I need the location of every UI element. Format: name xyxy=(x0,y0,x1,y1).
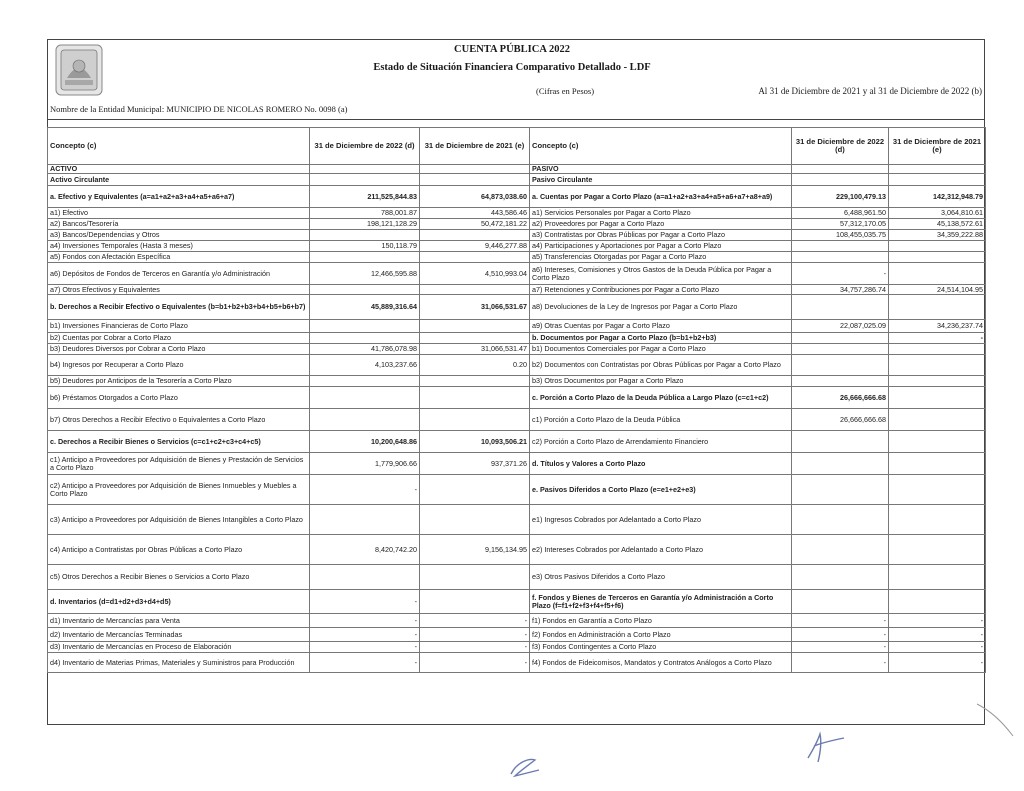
activo-2021-cell xyxy=(420,565,530,590)
activo-2022-cell xyxy=(310,409,420,431)
pasivo-2021-cell xyxy=(889,565,986,590)
table-row xyxy=(48,241,986,252)
activo-2022-cell: 1,779,906.66 xyxy=(310,453,420,475)
table-row xyxy=(48,230,986,241)
period-dates: Al 31 de Diciembre de 2021 y al 31 de Diciembre de 2022 (b) xyxy=(758,86,982,96)
activo-2022-cell xyxy=(310,565,420,590)
activo-concepto-cell: ACTIVO xyxy=(48,165,310,174)
table-row xyxy=(48,535,986,565)
activo-concepto-cell: d4) Inventario de Materias Primas, Materiales y Suministros para Producción xyxy=(48,653,310,673)
pasivo-2022-cell xyxy=(792,505,889,535)
activo-2021-cell: - xyxy=(420,614,530,628)
pasivo-2022-cell xyxy=(792,565,889,590)
pasivo-2022-cell xyxy=(792,590,889,614)
activo-2021-cell: - xyxy=(420,642,530,653)
pasivo-2021-cell xyxy=(889,355,986,376)
pasivo-concepto-cell: a2) Proveedores por Pagar a Corto Plazo xyxy=(530,219,792,230)
pasivo-2021-cell xyxy=(889,165,986,174)
activo-concepto-cell: a2) Bancos/Tesorería xyxy=(48,219,310,230)
table-row xyxy=(48,295,986,320)
activo-2021-cell: 443,586.46 xyxy=(420,208,530,219)
activo-2021-cell xyxy=(420,590,530,614)
pasivo-concepto-cell: a1) Servicios Personales por Pagar a Corto Plazo xyxy=(530,208,792,219)
table-row xyxy=(48,355,986,376)
pasivo-concepto-cell: c. Porción a Corto Plazo de la Deuda Pública a Largo Plazo (c=c1+c2) xyxy=(530,387,792,409)
activo-concepto-cell: a7) Otros Efectivos y Equivalentes xyxy=(48,285,310,295)
activo-concepto-cell: b3) Deudores Diversos por Cobrar a Corto Plazo xyxy=(48,344,310,355)
pasivo-2021-cell: - xyxy=(889,642,986,653)
pasivo-2022-cell: 108,455,035.75 xyxy=(792,230,889,241)
pasivo-2021-cell: 24,514,104.95 xyxy=(889,285,986,295)
activo-2021-cell: 4,510,993.04 xyxy=(420,263,530,285)
activo-2022-cell: - xyxy=(310,475,420,505)
activo-2022-cell xyxy=(310,174,420,186)
activo-2022-cell xyxy=(310,320,420,333)
activo-2022-cell xyxy=(310,252,420,263)
activo-2022-cell: 10,200,648.86 xyxy=(310,431,420,453)
pasivo-2022-cell xyxy=(792,174,889,186)
activo-2022-cell xyxy=(310,230,420,241)
cifras-note: (Cifras en Pesos) xyxy=(536,86,595,96)
table-row xyxy=(48,208,986,219)
header-2022-activo: 31 de Diciembre de 2022 (d) xyxy=(310,128,420,165)
pasivo-2021-cell xyxy=(889,376,986,387)
pasivo-2021-cell: 45,138,572.61 xyxy=(889,219,986,230)
activo-concepto-cell: a5) Fondos con Afectación Específica xyxy=(48,252,310,263)
activo-concepto-cell: d3) Inventario de Mercancías en Proceso de Elaboración xyxy=(48,642,310,653)
table-row xyxy=(48,387,986,409)
pasivo-concepto-cell: c2) Porción a Corto Plazo de Arrendamiento Financiero xyxy=(530,431,792,453)
activo-2022-cell: 788,001.87 xyxy=(310,208,420,219)
activo-2022-cell: 150,118.79 xyxy=(310,241,420,252)
activo-2021-cell xyxy=(420,387,530,409)
activo-2022-cell: 198,121,128.29 xyxy=(310,219,420,230)
activo-concepto-cell: b5) Deudores por Anticipos de la Tesorería a Corto Plazo xyxy=(48,376,310,387)
table-row xyxy=(48,186,986,208)
pasivo-2021-cell xyxy=(889,475,986,505)
activo-concepto-cell: d. Inventarios (d=d1+d2+d3+d4+d5) xyxy=(48,590,310,614)
activo-2022-cell: - xyxy=(310,642,420,653)
pasivo-2022-cell xyxy=(792,295,889,320)
table-row xyxy=(48,614,986,628)
pasivo-2022-cell: - xyxy=(792,642,889,653)
pasivo-2021-cell: 142,312,948.79 xyxy=(889,186,986,208)
pasivo-concepto-cell: b3) Otros Documentos por Pagar a Corto Plazo xyxy=(530,376,792,387)
activo-2021-cell: 937,371.26 xyxy=(420,453,530,475)
table-row xyxy=(48,174,986,186)
pasivo-2022-cell xyxy=(792,252,889,263)
activo-2021-cell: 0.20 xyxy=(420,355,530,376)
activo-2021-cell xyxy=(420,165,530,174)
table-row xyxy=(48,590,986,614)
table-row xyxy=(48,165,986,174)
activo-2021-cell xyxy=(420,409,530,431)
activo-concepto-cell: b1) Inversiones Financieras de Corto Plazo xyxy=(48,320,310,333)
activo-concepto-cell: a4) Inversiones Temporales (Hasta 3 meses) xyxy=(48,241,310,252)
pasivo-concepto-cell: PASIVO xyxy=(530,165,792,174)
activo-concepto-cell: a. Efectivo y Equivalentes (a=a1+a2+a3+a4+a5+a6+a7) xyxy=(48,186,310,208)
activo-2022-cell: 41,786,078.98 xyxy=(310,344,420,355)
activo-concepto-cell: a1) Efectivo xyxy=(48,208,310,219)
table-row xyxy=(48,653,986,673)
activo-2021-cell xyxy=(420,230,530,241)
pasivo-2021-cell xyxy=(889,535,986,565)
pasivo-2022-cell xyxy=(792,453,889,475)
pasivo-concepto-cell: f3) Fondos Contingentes a Corto Plazo xyxy=(530,642,792,653)
pasivo-concepto-cell: b. Documentos por Pagar a Corto Plazo (b=b1+b2+b3) xyxy=(530,333,792,344)
pasivo-2021-cell xyxy=(889,590,986,614)
pasivo-2021-cell: - xyxy=(889,653,986,673)
pasivo-2022-cell xyxy=(792,475,889,505)
pasivo-2021-cell xyxy=(889,387,986,409)
pasivo-2021-cell: 3,064,810.61 xyxy=(889,208,986,219)
activo-2021-cell: - xyxy=(420,628,530,642)
activo-2021-cell xyxy=(420,505,530,535)
table-row xyxy=(48,252,986,263)
activo-concepto-cell: b6) Préstamos Otorgados a Corto Plazo xyxy=(48,387,310,409)
activo-concepto-cell: c4) Anticipo a Contratistas por Obras Públicas a Corto Plazo xyxy=(48,535,310,565)
pasivo-2022-cell: - xyxy=(792,628,889,642)
activo-2022-cell: - xyxy=(310,653,420,673)
pasivo-2021-cell: - xyxy=(889,614,986,628)
table-row xyxy=(48,409,986,431)
activo-2021-cell xyxy=(420,376,530,387)
activo-concepto-cell: b2) Cuentas por Cobrar a Corto Plazo xyxy=(48,333,310,344)
pasivo-concepto-cell: a9) Otras Cuentas por Pagar a Corto Plazo xyxy=(530,320,792,333)
activo-2022-cell xyxy=(310,285,420,295)
header-2021-pasivo: 31 de Diciembre de 2021 (e) xyxy=(889,128,986,165)
activo-2022-cell: 45,889,316.64 xyxy=(310,295,420,320)
pasivo-2021-cell xyxy=(889,252,986,263)
table-body xyxy=(48,165,986,673)
pasivo-concepto-cell: f4) Fondos de Fideicomisos, Mandatos y Contratos Análogos a Corto Plazo xyxy=(530,653,792,673)
activo-2021-cell xyxy=(420,333,530,344)
pasivo-concepto-cell: e1) Ingresos Cobrados por Adelantado a Corto Plazo xyxy=(530,505,792,535)
activo-concepto-cell: b. Derechos a Recibir Efectivo o Equivalentes (b=b1+b2+b3+b4+b5+b6+b7) xyxy=(48,295,310,320)
pasivo-2021-cell xyxy=(889,344,986,355)
pasivo-concepto-cell: a8) Devoluciones de la Ley de Ingresos por Pagar a Corto Plazo xyxy=(530,295,792,320)
table-header-row xyxy=(48,128,986,165)
pasivo-2022-cell xyxy=(792,165,889,174)
pasivo-concepto-cell: b1) Documentos Comerciales por Pagar a Corto Plazo xyxy=(530,344,792,355)
header-concepto-pasivo: Concepto (c) xyxy=(530,128,792,165)
pasivo-concepto-cell: f2) Fondos en Administración a Corto Plazo xyxy=(530,628,792,642)
pasivo-2022-cell: 26,666,666.68 xyxy=(792,387,889,409)
activo-2022-cell: - xyxy=(310,590,420,614)
table-row xyxy=(48,453,986,475)
activo-2021-cell xyxy=(420,252,530,263)
activo-2022-cell: 4,103,237.66 xyxy=(310,355,420,376)
activo-concepto-cell: c1) Anticipo a Proveedores por Adquisición de Bienes y Prestación de Servicios a Corto Plazo xyxy=(48,453,310,475)
activo-2021-cell: 9,446,277.88 xyxy=(420,241,530,252)
pasivo-concepto-cell: f. Fondos y Bienes de Terceros en Garantía y/o Administración a Corto Plazo (f=f1+f2+f3+f4+f5+f6) xyxy=(530,590,792,614)
pasivo-2021-cell: - xyxy=(889,333,986,344)
pasivo-concepto-cell: a4) Participaciones y Aportaciones por Pagar a Corto Plazo xyxy=(530,241,792,252)
pasivo-2022-cell: 57,312,170.05 xyxy=(792,219,889,230)
activo-2021-cell: 10,093,506.21 xyxy=(420,431,530,453)
activo-2021-cell xyxy=(420,475,530,505)
document-title: CUENTA PÚBLICA 2022 xyxy=(454,44,570,55)
activo-2022-cell xyxy=(310,505,420,535)
financial-position-table xyxy=(47,127,986,673)
activo-concepto-cell: b4) Ingresos por Recuperar a Corto Plazo xyxy=(48,355,310,376)
pasivo-2022-cell xyxy=(792,535,889,565)
pasivo-2022-cell xyxy=(792,376,889,387)
activo-concepto-cell: d2) Inventario de Mercancías Terminadas xyxy=(48,628,310,642)
pasivo-2022-cell: 26,666,666.68 xyxy=(792,409,889,431)
table-row xyxy=(48,219,986,230)
activo-2022-cell xyxy=(310,165,420,174)
pasivo-concepto-cell: e3) Otros Pasivos Diferidos a Corto Plazo xyxy=(530,565,792,590)
table-row xyxy=(48,505,986,535)
pasivo-concepto-cell: e. Pasivos Diferidos a Corto Plazo (e=e1+e2+e3) xyxy=(530,475,792,505)
activo-concepto-cell: d1) Inventario de Mercancías para Venta xyxy=(48,614,310,628)
pasivo-2022-cell xyxy=(792,431,889,453)
table-row xyxy=(48,475,986,505)
pasivo-concepto-cell: e2) Intereses Cobrados por Adelantado a Corto Plazo xyxy=(530,535,792,565)
header-2022-pasivo: 31 de Diciembre de 2022 (d) xyxy=(792,128,889,165)
activo-2022-cell xyxy=(310,387,420,409)
activo-2021-cell: 31,066,531.67 xyxy=(420,295,530,320)
table-row xyxy=(48,285,986,295)
activo-2022-cell: 211,525,844.83 xyxy=(310,186,420,208)
table-row xyxy=(48,565,986,590)
pasivo-2021-cell xyxy=(889,263,986,285)
table-row xyxy=(48,333,986,344)
activo-2022-cell: 12,466,595.88 xyxy=(310,263,420,285)
table-row xyxy=(48,263,986,285)
page-edge-mark xyxy=(975,700,1015,740)
pasivo-2022-cell xyxy=(792,344,889,355)
activo-concepto-cell: b7) Otros Derechos a Recibir Efectivo o Equivalentes a Corto Plazo xyxy=(48,409,310,431)
pasivo-2022-cell: - xyxy=(792,263,889,285)
pasivo-concepto-cell: Pasivo Circulante xyxy=(530,174,792,186)
pasivo-2021-cell xyxy=(889,295,986,320)
pasivo-2022-cell: - xyxy=(792,653,889,673)
pasivo-2022-cell xyxy=(792,241,889,252)
pasivo-concepto-cell: b2) Documentos con Contratistas por Obras Públicas por Pagar a Corto Plazo xyxy=(530,355,792,376)
table-row xyxy=(48,344,986,355)
pasivo-concepto-cell: a3) Contratistas por Obras Públicas por Pagar a Corto Plazo xyxy=(530,230,792,241)
pasivo-2022-cell xyxy=(792,333,889,344)
table-row xyxy=(48,628,986,642)
pasivo-2021-cell xyxy=(889,453,986,475)
pasivo-concepto-cell: f1) Fondos en Garantía a Corto Plazo xyxy=(530,614,792,628)
pasivo-concepto-cell: a5) Transferencias Otorgadas por Pagar a Corto Plazo xyxy=(530,252,792,263)
header-2021-activo: 31 de Diciembre de 2021 (e) xyxy=(420,128,530,165)
pasivo-2022-cell: 6,488,961.50 xyxy=(792,208,889,219)
activo-concepto-cell: c. Derechos a Recibir Bienes o Servicios (c=c1+c2+c3+c4+c5) xyxy=(48,431,310,453)
activo-2021-cell: 64,873,038.60 xyxy=(420,186,530,208)
activo-2021-cell: 50,472,181.22 xyxy=(420,219,530,230)
document-subtitle: Estado de Situación Financiera Comparativo Detallado - LDF xyxy=(373,62,651,73)
activo-2021-cell xyxy=(420,174,530,186)
pasivo-concepto-cell: a6) Intereses, Comisiones y Otros Gastos de la Deuda Pública por Pagar a Corto Plazo xyxy=(530,263,792,285)
pasivo-2021-cell xyxy=(889,241,986,252)
pasivo-concepto-cell: c1) Porción a Corto Plazo de la Deuda Pública xyxy=(530,409,792,431)
pasivo-2021-cell xyxy=(889,409,986,431)
pasivo-2021-cell: 34,359,222.88 xyxy=(889,230,986,241)
entity-name: Nombre de la Entidad Municipal: MUNICIPIO DE NICOLAS ROMERO No. 0098 (a) xyxy=(50,104,348,114)
pasivo-2022-cell: 229,100,479.13 xyxy=(792,186,889,208)
pasivo-2021-cell: 34,236,237.74 xyxy=(889,320,986,333)
entity-divider xyxy=(47,119,985,120)
signature-mark-left xyxy=(505,752,545,782)
activo-concepto-cell: c2) Anticipo a Proveedores por Adquisición de Bienes Inmuebles y Muebles a Corto Plazo xyxy=(48,475,310,505)
pasivo-2022-cell: 34,757,286.74 xyxy=(792,285,889,295)
activo-2021-cell xyxy=(420,320,530,333)
pasivo-concepto-cell: a. Cuentas por Pagar a Corto Plazo (a=a1+a2+a3+a4+a5+a6+a7+a8+a9) xyxy=(530,186,792,208)
activo-2022-cell: - xyxy=(310,628,420,642)
pasivo-2022-cell xyxy=(792,355,889,376)
pasivo-2021-cell xyxy=(889,174,986,186)
activo-2021-cell: - xyxy=(420,653,530,673)
activo-concepto-cell: Activo Circulante xyxy=(48,174,310,186)
signature-mark-right xyxy=(800,728,850,768)
activo-2022-cell: 8,420,742.20 xyxy=(310,535,420,565)
pasivo-2022-cell: 22,087,025.09 xyxy=(792,320,889,333)
pasivo-concepto-cell: a7) Retenciones y Contribuciones por Pagar a Corto Plazo xyxy=(530,285,792,295)
activo-concepto-cell: a3) Bancos/Dependencias y Otros xyxy=(48,230,310,241)
activo-2021-cell: 9,156,134.95 xyxy=(420,535,530,565)
table-row xyxy=(48,376,986,387)
activo-2022-cell xyxy=(310,376,420,387)
activo-2022-cell: - xyxy=(310,614,420,628)
activo-2022-cell xyxy=(310,333,420,344)
activo-concepto-cell: c3) Anticipo a Proveedores por Adquisición de Bienes Intangibles a Corto Plazo xyxy=(48,505,310,535)
activo-2021-cell xyxy=(420,285,530,295)
activo-concepto-cell: c5) Otros Derechos a Recibir Bienes o Servicios a Corto Plazo xyxy=(48,565,310,590)
table-row xyxy=(48,320,986,333)
pasivo-concepto-cell: d. Títulos y Valores a Corto Plazo xyxy=(530,453,792,475)
activo-2021-cell: 31,066,531.47 xyxy=(420,344,530,355)
pasivo-2021-cell xyxy=(889,505,986,535)
activo-concepto-cell: a6) Depósitos de Fondos de Terceros en Garantía y/o Administración xyxy=(48,263,310,285)
table-row xyxy=(48,642,986,653)
pasivo-2022-cell: - xyxy=(792,614,889,628)
pasivo-2021-cell xyxy=(889,431,986,453)
table-row xyxy=(48,431,986,453)
pasivo-2021-cell: - xyxy=(889,628,986,642)
header-concepto-activo: Concepto (c) xyxy=(48,128,310,165)
